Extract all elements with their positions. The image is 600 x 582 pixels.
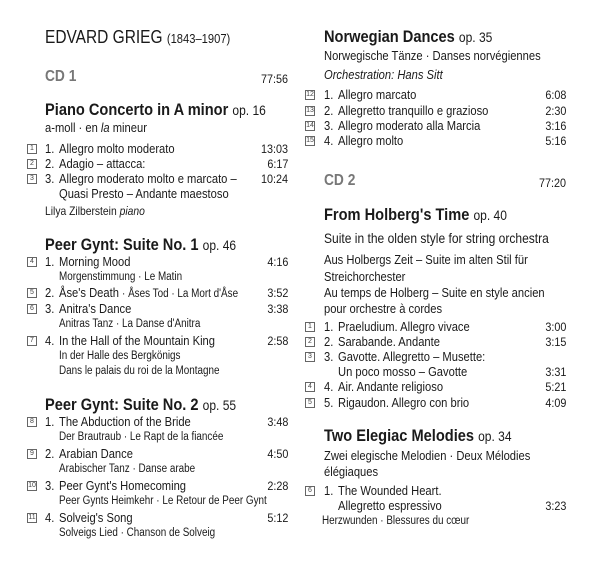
work-title-elegiac <box>324 426 512 446</box>
work-title-dances <box>324 27 492 47</box>
track-title: Anitra's Dance <box>59 301 132 316</box>
track-number-box: 15 <box>306 137 314 144</box>
track-subtitle: Solveigs Lied · Chanson de Solveig <box>59 527 216 539</box>
cd2-duration: 77:20 <box>538 176 566 190</box>
track-index: 3. <box>45 478 55 493</box>
track-time: 3:16 <box>544 119 566 133</box>
track-number-box: 1 <box>27 144 37 154</box>
instrument: piano <box>119 204 145 218</box>
track-time: 2:30 <box>544 104 566 118</box>
cd2-label: CD 2 <box>324 172 356 189</box>
track-index: 1. <box>324 319 334 334</box>
track-title: The Wounded Heart. <box>338 483 442 498</box>
track-index: 2. <box>324 103 334 118</box>
track-time: 2:28 <box>266 479 288 493</box>
track-index: 4. <box>324 379 334 394</box>
track-title: Peer Gynt's Homecoming <box>59 478 187 493</box>
track-index: 1. <box>45 254 55 269</box>
work-title: From Holberg's Time <box>324 205 470 224</box>
track-time: 3:38 <box>266 302 288 316</box>
track-title: Arabian Dance <box>59 446 133 461</box>
opus: op. 35 <box>458 29 493 45</box>
track-time: 5:16 <box>544 134 566 148</box>
track-subtitle: Morgenstimmung · Le Matin <box>59 271 183 283</box>
track-number-box: 1 <box>305 322 315 332</box>
track-title-cont: Un poco mosso – Gavotte <box>338 364 468 379</box>
track-index: 2. <box>45 446 55 461</box>
track-subtitle: Arabischer Tanz · Danse arabe <box>59 463 196 475</box>
track-number-box: 2 <box>27 159 37 169</box>
track-title: Sarabande. Andante <box>338 334 440 349</box>
track-subtitle: In der Halle des Bergkönigs <box>59 350 181 362</box>
work-title: Two Elegiac Melodies <box>324 426 475 445</box>
opus: op. 16 <box>232 102 266 118</box>
track-number-box: 4 <box>27 257 37 267</box>
work-title: Peer Gynt: Suite No. 1 <box>45 235 199 254</box>
track-number-box: 7 <box>27 336 37 346</box>
track-title: Rigaudon. Allegro con brio <box>338 395 470 410</box>
cd1-duration: 77:56 <box>260 72 288 86</box>
opus: op. 55 <box>202 397 237 413</box>
work-title-suite1 <box>45 235 236 255</box>
track-time: 6:08 <box>544 88 566 102</box>
track-title-cont: Quasi Presto – Andante maestoso <box>59 186 229 201</box>
track-index: 1. <box>45 414 55 429</box>
opus: op. 34 <box>478 428 512 444</box>
track-title-line <box>59 285 238 302</box>
track-index: 2. <box>45 285 55 300</box>
track-index: 4. <box>45 510 55 525</box>
track-subtitle: Dans le palais du roi de la Montagne <box>59 365 220 377</box>
track-index: 1. <box>324 87 334 102</box>
track-title: Allegro moderato alla Marcia <box>338 118 481 133</box>
work-title-holberg <box>324 205 507 225</box>
track-index: 4. <box>324 133 334 148</box>
composer-dates: (1843–1907) <box>166 31 231 46</box>
track-title: Gavotte. Allegretto – Musette: <box>338 349 486 364</box>
track-subtitle: Der Brautraub · Le Rapt de la fiancée <box>59 431 224 443</box>
work-subtitle: Norwegische Tänze · Danses norvégiennes <box>324 48 541 63</box>
track-title: Allegro molto moderato <box>59 141 175 156</box>
track-index: 3. <box>45 171 55 186</box>
track-time: 5:12 <box>266 511 288 525</box>
track-number-box: 12 <box>306 91 314 98</box>
orchestration: Orchestration: Hans Sitt <box>324 67 443 82</box>
track-number-box: 3 <box>305 352 315 362</box>
work-subtitle: élégiaques <box>324 464 379 479</box>
track-number-box: 2 <box>305 337 315 347</box>
work-title: Norwegian Dances <box>324 27 455 46</box>
opus: op. 46 <box>202 237 237 253</box>
performer-name: Lilya Zilberstein <box>45 204 117 218</box>
track-subtitle: Peer Gynts Heimkehr · Le Retour de Peer Gynt <box>59 495 267 507</box>
track-time: 10:24 <box>260 172 288 186</box>
track-index: 2. <box>324 334 334 349</box>
track-subtitle: Anitras Tanz · La Danse d'Anitra <box>59 318 201 330</box>
track-title: Adagio – attacca: <box>59 156 146 171</box>
work-subtitle-de: Aus Holbergs Zeit – Suite im alten Stil für <box>324 252 528 267</box>
work-title-concerto <box>45 100 266 120</box>
work-subtitle <box>45 120 147 136</box>
track-index: 2. <box>45 156 55 171</box>
track-time: 4:50 <box>266 447 288 461</box>
subtitle-part: mineur <box>109 120 147 135</box>
track-time: 3:00 <box>544 320 566 334</box>
track-number-box: 10 <box>28 482 36 489</box>
work-subtitle: Zwei elegische Melodien · Deux Mélodies <box>324 448 531 463</box>
track-title: Morning Mood <box>59 254 131 269</box>
track-index: 3. <box>324 118 334 133</box>
track-number-box: 14 <box>306 122 314 129</box>
track-time: 13:03 <box>260 142 288 156</box>
composer-heading <box>45 27 230 49</box>
track-title: Air. Andante religioso <box>338 379 444 394</box>
track-number-box: 9 <box>27 449 37 459</box>
track-time: 3:31 <box>544 365 566 379</box>
track-index: 4. <box>45 333 55 348</box>
track-title: In the Hall of the Mountain King <box>59 333 215 348</box>
work-title: Piano Concerto in A minor <box>45 100 229 119</box>
work-title-suite2 <box>45 395 236 415</box>
opus: op. 40 <box>473 207 507 223</box>
track-title: Allegro molto <box>338 133 404 148</box>
performer <box>45 203 145 219</box>
track-index: 5. <box>324 395 334 410</box>
work-subtitle: Suite in the olden style for string orchestra <box>324 230 549 246</box>
subtitle-part: la <box>100 120 110 135</box>
track-title: Allegretto tranquillo e grazioso <box>338 103 489 118</box>
composer-name: EDVARD GRIEG <box>45 27 163 47</box>
track-index: 1. <box>45 141 55 156</box>
track-title: Allegro moderato molto e marcato – <box>59 171 237 186</box>
track-time: 2:58 <box>266 334 288 348</box>
work-subtitle-fr: pour orchestre à cordes <box>324 301 443 316</box>
track-time: 3:15 <box>544 335 566 349</box>
track-number-box: 4 <box>305 382 315 392</box>
track-number-box: 6 <box>305 486 315 496</box>
track-subtitle: Herzwunden · Blessures du cœur <box>322 515 470 527</box>
cd1-label: CD 1 <box>45 68 77 85</box>
track-index: 3. <box>324 349 334 364</box>
track-index: 1. <box>324 483 334 498</box>
track-subtitle: · Åses Tod · La Mort d'Åse <box>122 288 239 300</box>
track-title: The Abduction of the Bride <box>59 414 191 429</box>
track-time: 6:17 <box>266 157 288 171</box>
track-title: Allegro marcato <box>338 87 417 102</box>
track-title: Solveig's Song <box>59 510 133 525</box>
work-subtitle-fr: Au temps de Holberg – Suite en style ancien <box>324 285 545 300</box>
track-number-box: 5 <box>305 398 315 408</box>
work-title: Peer Gynt: Suite No. 2 <box>45 395 199 414</box>
track-title: Praeludium. Allegro vivace <box>338 319 470 334</box>
track-time: 3:23 <box>544 499 566 513</box>
track-time: 4:16 <box>266 255 288 269</box>
track-number-box: 6 <box>27 304 37 314</box>
track-number-box: 13 <box>306 107 314 114</box>
track-number-box: 5 <box>27 288 37 298</box>
track-title-cont: Allegretto espressivo <box>338 498 442 513</box>
track-number-box: 3 <box>27 174 37 184</box>
subtitle-part: a-moll · en <box>45 120 101 135</box>
track-number-box: 8 <box>27 417 37 427</box>
track-title: Åse's Death <box>59 285 119 300</box>
work-subtitle-de: Streichorchester <box>324 269 406 284</box>
track-index: 3. <box>45 301 55 316</box>
track-time: 3:52 <box>266 286 288 300</box>
track-number-box: 11 <box>28 514 36 521</box>
track-time: 5:21 <box>544 380 566 394</box>
track-time: 4:09 <box>544 396 566 410</box>
track-time: 3:48 <box>266 415 288 429</box>
